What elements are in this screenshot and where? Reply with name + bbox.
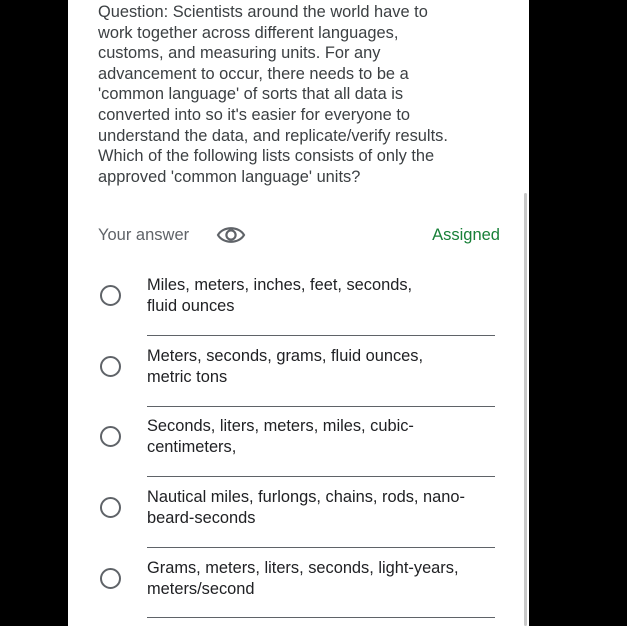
scrollbar[interactable] bbox=[524, 193, 527, 626]
question-card bbox=[68, 0, 529, 626]
option-label: Seconds, liters, meters, miles, cubic- centimeters, bbox=[147, 417, 414, 456]
option-divider bbox=[147, 406, 495, 407]
your-answer-label: Your answer bbox=[98, 226, 190, 244]
option-label: Meters, seconds, grams, fluid ounces, metric tons bbox=[147, 347, 424, 386]
radio-unchecked-icon[interactable] bbox=[100, 426, 121, 447]
radio-unchecked-icon[interactable] bbox=[100, 356, 121, 377]
answer-option-2[interactable] bbox=[98, 346, 498, 406]
answer-option-4[interactable] bbox=[98, 487, 498, 547]
question-text: Question: Scientists around the world have to work together across different languages, customs, and measuring units. For any advancement to occur, there needs to be a 'common language' of sorts that all data is converted into so it's easier for everyone to understand the data, and replicate/verify results. Which of the following lists consists of only the approved 'common language' units? bbox=[98, 3, 448, 186]
assigned-status: Assigned bbox=[432, 226, 500, 244]
option-divider bbox=[147, 617, 495, 618]
option-label: Miles, meters, inches, feet, seconds, fluid ounces bbox=[147, 276, 413, 315]
option-divider bbox=[147, 476, 495, 477]
radio-unchecked-icon[interactable] bbox=[100, 497, 121, 518]
radio-unchecked-icon[interactable] bbox=[100, 285, 121, 306]
eye-icon[interactable] bbox=[216, 223, 246, 247]
option-divider bbox=[147, 335, 495, 336]
radio-unchecked-icon[interactable] bbox=[100, 568, 121, 589]
option-label: Grams, meters, liters, seconds, light-years, meters/second bbox=[147, 559, 459, 598]
answer-option-5[interactable] bbox=[98, 558, 498, 618]
option-label: Nautical miles, furlongs, chains, rods, nano- beard-seconds bbox=[147, 488, 465, 527]
answer-option-1[interactable] bbox=[98, 275, 498, 335]
answer-header bbox=[98, 223, 500, 249]
option-divider bbox=[147, 547, 495, 548]
answer-option-3[interactable] bbox=[98, 416, 498, 476]
